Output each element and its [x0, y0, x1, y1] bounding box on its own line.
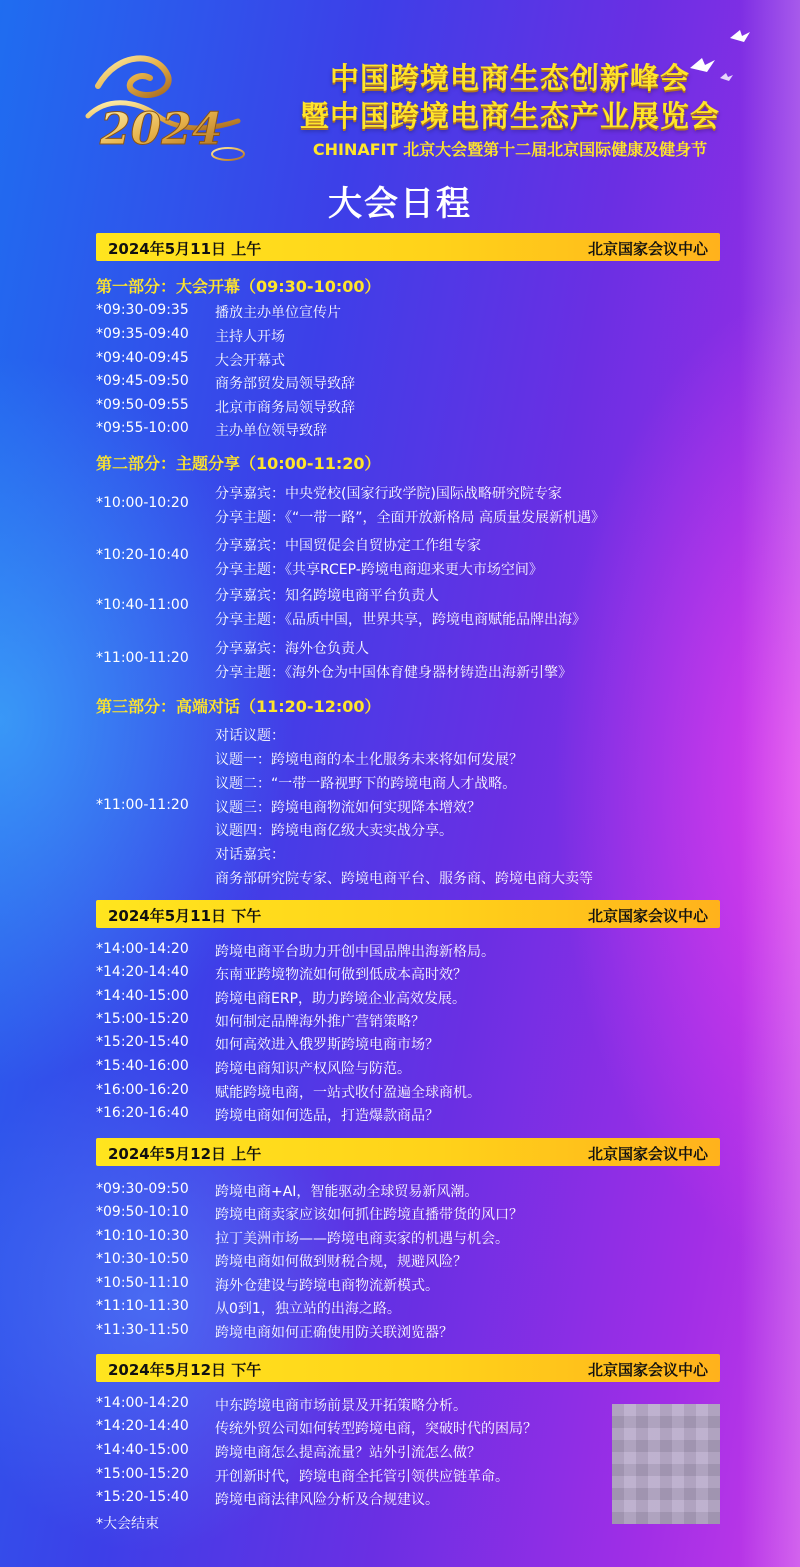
row-time: *09:50-10:10 — [96, 1204, 189, 1220]
row-time: *10:40-11:00 — [96, 597, 189, 613]
row-desc: 主办单位领导致辞 — [215, 423, 327, 439]
row-desc: 播放主办单位宣传片 — [215, 305, 341, 321]
row-desc: 赋能跨境电商，一站式收付盈遍全球商机。 — [215, 1085, 481, 1101]
row-time: *09:30-09:50 — [96, 1181, 189, 1197]
row-time: *10:20-10:40 — [96, 547, 189, 563]
row-time: *09:55-10:00 — [96, 420, 189, 436]
row-guest: 分享嘉宾：海外仓负责人 — [215, 641, 369, 657]
row-time: *14:40-15:00 — [96, 988, 189, 1004]
row-time: *14:00-14:20 — [96, 941, 189, 957]
row-guest: 分享嘉宾：中国贸促会自贸协定工作组专家 — [215, 538, 481, 554]
row-time: *14:20-14:40 — [96, 1418, 189, 1434]
row-time: *09:50-09:55 — [96, 397, 189, 413]
part-title: 第一部分：大会开幕（09:30-10:00） — [96, 277, 381, 296]
section-venue: 北京国家会议中心 — [587, 1361, 708, 1379]
row-guest: 分享嘉宾：中央党校(国家行政学院)国际战略研究院专家 — [215, 486, 562, 502]
qr-code-image[interactable] — [612, 1404, 720, 1524]
section-venue: 北京国家会议中心 — [587, 907, 708, 925]
row-desc: 拉丁美洲市场——跨境电商卖家的机遇与机会。 — [215, 1231, 509, 1247]
row-time: *09:35-09:40 — [96, 326, 189, 342]
row-desc: 中东跨境电商市场前景及开拓策略分析。 — [215, 1398, 467, 1414]
section-header — [96, 1354, 720, 1382]
row-time: *11:10-11:30 — [96, 1298, 189, 1314]
row-time: *16:00-16:20 — [96, 1082, 189, 1098]
row-time: *15:40-16:00 — [96, 1058, 189, 1074]
part-title: 第三部分：高端对话（11:20-12:00） — [96, 697, 381, 716]
row-time: *15:20-15:40 — [96, 1034, 189, 1050]
row-time: *10:30-10:50 — [96, 1251, 189, 1267]
row-desc: 跨境电商ERP，助力跨境企业高效发展。 — [215, 991, 467, 1007]
row-topic: 分享主题：《“一带一路”，全面开放新格局 高质量发展新机遇》 — [215, 510, 605, 526]
row-desc: 跨境电商平台助力开创中国品牌出海新格局。 — [215, 944, 495, 960]
row-desc: 如何制定品牌海外推广营销策略？ — [215, 1014, 425, 1030]
row-desc: 开创新时代，跨境电商全托管引领供应链革命。 — [215, 1469, 509, 1485]
row-desc: 跨境电商+AI，智能驱动全球贸易新风潮。 — [215, 1184, 479, 1200]
section-date: 2024年5月12日 上午 — [108, 1145, 262, 1163]
part-title: 第二部分：主题分享（10:00-11:20） — [96, 454, 381, 473]
event-title-line2: 暨中国跨境电商生态产业展览会 — [299, 99, 720, 133]
row-desc: 跨境电商如何做到财税合规，规避风险？ — [215, 1254, 467, 1270]
event-title-line1: 中国跨境电商生态创新峰会 — [329, 61, 690, 95]
row-desc: 大会开幕式 — [215, 353, 285, 369]
row-time: *15:20-15:40 — [96, 1489, 189, 1505]
row-desc: 商务部贸发局领导致辞 — [215, 376, 355, 392]
row-desc: 跨境电商法律风险分析及合规建议。 — [215, 1492, 439, 1508]
row-desc: 跨境电商知识产权风险与防范。 — [215, 1061, 411, 1077]
row-desc: 传统外贸公司如何转型跨境电商，突破时代的困局？ — [215, 1421, 537, 1437]
row-desc: 跨境电商怎么提高流量？站外引流怎么做？ — [215, 1445, 481, 1461]
row-time: *14:40-15:00 — [96, 1442, 189, 1458]
row-topic: 分享主题：《海外仓为中国体育健身器材铸造出海新引擎》 — [215, 665, 572, 681]
row-time: *14:20-14:40 — [96, 964, 189, 980]
dialog-line: 商务部研究院专家、跨境电商平台、服务商、跨境电商大卖等 — [215, 871, 593, 887]
row-time: *11:00-11:20 — [96, 650, 189, 666]
row-time: *09:45-09:50 — [96, 373, 189, 389]
row-time: *09:40-09:45 — [96, 350, 189, 366]
row-topic: 分享主题：《品质中国，世界共享，跨境电商赋能品牌出海》 — [215, 612, 586, 628]
row-guest: 分享嘉宾：知名跨境电商平台负责人 — [215, 588, 439, 604]
row-desc: 如何高效进入俄罗斯跨境电商市场？ — [215, 1037, 439, 1053]
row-desc: 海外仓建设与跨境电商物流新模式。 — [215, 1278, 439, 1294]
row-time: *10:10-10:30 — [96, 1228, 189, 1244]
dialog-line: 对话嘉宾： — [215, 847, 285, 863]
dialog-line: 对话议题： — [215, 728, 285, 744]
section-venue: 北京国家会议中心 — [587, 240, 708, 258]
dialog-time: *11:00-11:20 — [96, 797, 189, 813]
row-desc: 从0到1，独立站的出海之路。 — [215, 1301, 401, 1317]
row-desc: 北京市商务局领导致辞 — [215, 400, 355, 416]
row-time: *16:20-16:40 — [96, 1105, 189, 1121]
row-desc: 跨境电商卖家应该如何抓住跨境直播带货的风口？ — [215, 1207, 523, 1223]
section-header — [96, 233, 720, 261]
closing-text: *大会结束 — [96, 1516, 159, 1532]
section-venue: 北京国家会议中心 — [587, 1145, 708, 1163]
row-desc: 跨境电商如何正确使用防关联浏览器？ — [215, 1325, 453, 1341]
row-desc: 主持人开场 — [215, 329, 285, 345]
row-desc: 跨境电商如何选品，打造爆款商品？ — [215, 1108, 439, 1124]
logo-year: 2024 — [100, 104, 223, 155]
row-desc: 东南亚跨境物流如何做到低成本高时效？ — [215, 967, 467, 983]
row-time: *14:00-14:20 — [96, 1395, 189, 1411]
section-date: 2024年5月11日 下午 — [108, 907, 262, 925]
section-date: 2024年5月12日 下午 — [108, 1361, 262, 1379]
event-subtitle: CHINAFIT 北京大会暨第十二届北京国际健康及健身节 — [312, 140, 708, 159]
dialog-line: 议题二：“一带一路视野下的跨境电商人才战略。 — [215, 776, 517, 792]
page-title: 大会日程 — [328, 184, 472, 224]
dialog-line: 议题四：跨境电商亿级大卖实战分享。 — [215, 823, 453, 839]
section-date: 2024年5月11日 上午 — [108, 240, 262, 258]
row-time: *09:30-09:35 — [96, 302, 189, 318]
section-header — [96, 900, 720, 928]
row-time: *15:00-15:20 — [96, 1011, 189, 1027]
dialog-line: 议题一：跨境电商的本土化服务未来将如何发展？ — [215, 752, 523, 768]
background-glow — [740, 0, 800, 1567]
section-header — [96, 1138, 720, 1166]
dragon-2024-logo — [78, 46, 256, 166]
row-time: *11:30-11:50 — [96, 1322, 189, 1338]
dialog-line: 议题三：跨境电商物流如何实现降本增效？ — [215, 800, 481, 816]
row-topic: 分享主题：《共享RCEP-跨境电商迎来更大市场空间》 — [215, 562, 543, 578]
row-time: *10:50-11:10 — [96, 1275, 189, 1291]
row-time: *10:00-10:20 — [96, 495, 189, 511]
row-time: *15:00-15:20 — [96, 1466, 189, 1482]
